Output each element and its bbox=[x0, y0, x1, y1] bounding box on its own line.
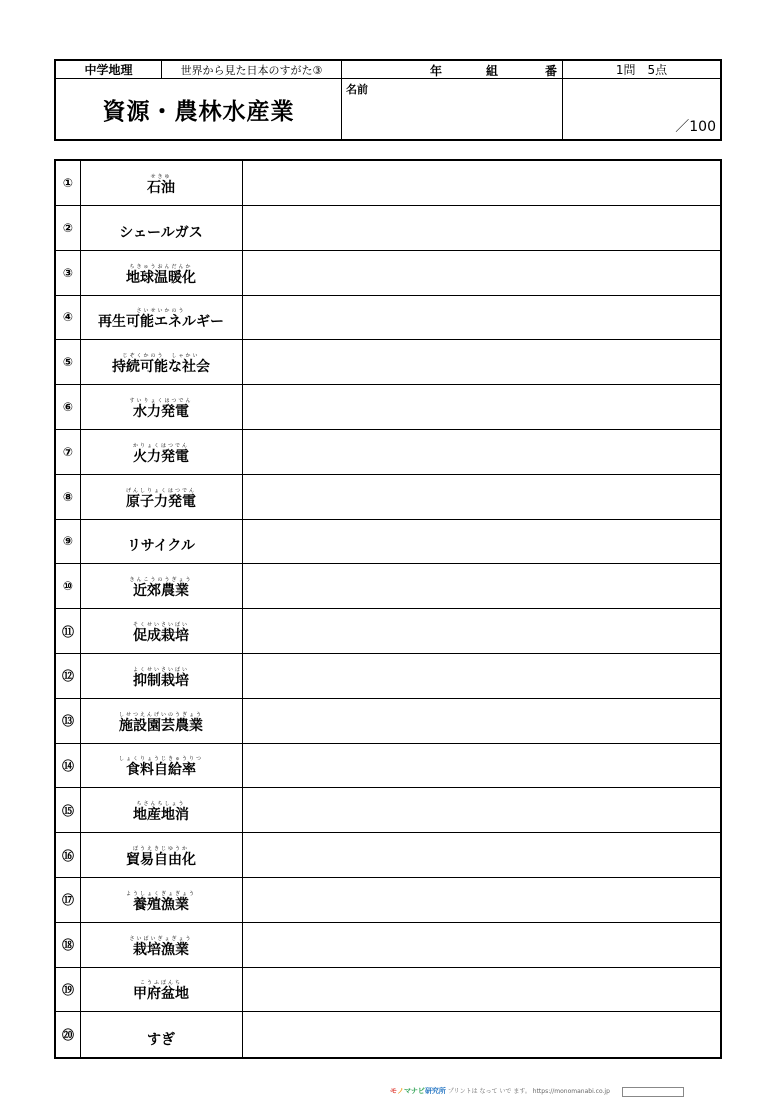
term-cell bbox=[80, 654, 243, 698]
answer-cell[interactable] bbox=[242, 295, 720, 339]
term-cell bbox=[80, 475, 243, 519]
table-row bbox=[56, 967, 720, 1012]
table-row bbox=[56, 385, 720, 430]
row-number: ⑮ bbox=[56, 788, 81, 832]
table-row bbox=[56, 295, 720, 340]
term-cell bbox=[80, 609, 243, 653]
row-number: ① bbox=[56, 161, 81, 205]
term-cell bbox=[80, 878, 243, 922]
term-word: 甲府盆地 bbox=[133, 986, 189, 1003]
answer-cell[interactable] bbox=[242, 206, 720, 250]
furigana: ちさんちしょう bbox=[136, 801, 186, 808]
row-number: ⑯ bbox=[56, 833, 81, 877]
term-cell bbox=[80, 206, 243, 250]
term-cell bbox=[80, 967, 243, 1011]
total-score-label: ／100 bbox=[675, 119, 716, 135]
score-info: 1問 5点 bbox=[563, 61, 720, 79]
furigana: じぞくかのう しゃかい bbox=[122, 353, 200, 360]
table-row bbox=[56, 1012, 720, 1057]
row-number: ② bbox=[56, 206, 81, 250]
table-row bbox=[56, 609, 720, 654]
answer-cell[interactable] bbox=[242, 475, 720, 519]
row-number: ⑭ bbox=[56, 743, 81, 787]
row-number: ⑦ bbox=[56, 430, 81, 474]
row-number: ⑳ bbox=[56, 1012, 81, 1057]
table-row bbox=[56, 699, 720, 744]
name-field[interactable] bbox=[342, 79, 563, 139]
row-number: ⑧ bbox=[56, 475, 81, 519]
grade-label: 年 bbox=[430, 64, 443, 78]
term-word: 再生可能エネルギー bbox=[98, 314, 224, 331]
table-row bbox=[56, 251, 720, 296]
term-cell bbox=[80, 519, 243, 563]
furigana: せきゆ bbox=[150, 174, 172, 180]
term-cell bbox=[80, 295, 243, 339]
furigana: きんこうのうぎょう bbox=[129, 577, 193, 584]
unit-label: 世界から見た日本のすがた③ bbox=[162, 61, 342, 79]
table-row bbox=[56, 475, 720, 520]
table-row bbox=[56, 833, 720, 878]
row-number: ⑪ bbox=[56, 609, 81, 653]
term-word: 抑制栽培 bbox=[133, 672, 189, 689]
term-cell bbox=[80, 923, 243, 967]
term-word: 促成栽培 bbox=[133, 628, 189, 644]
term-cell bbox=[80, 788, 243, 832]
answer-cell[interactable] bbox=[242, 743, 720, 787]
publisher-logo: モノマナビ研究所 bbox=[390, 1087, 446, 1095]
answer-cell[interactable] bbox=[242, 340, 720, 384]
furigana: ようしょくぎょぎょう bbox=[125, 890, 196, 897]
term-word: 地球温暖化 bbox=[126, 269, 196, 286]
row-number: ⑫ bbox=[56, 654, 81, 698]
answer-cell[interactable] bbox=[242, 788, 720, 832]
row-number: ⑩ bbox=[56, 564, 81, 608]
furigana: しせつえんげいのうぎょう bbox=[118, 711, 203, 718]
class-info bbox=[342, 61, 563, 79]
furigana: こうふぼんち bbox=[139, 980, 182, 987]
table-row bbox=[56, 878, 720, 923]
table-row bbox=[56, 340, 720, 385]
furigana: ちきゅうおんだんか bbox=[129, 263, 193, 270]
furigana: そくせいさいばい bbox=[132, 622, 189, 628]
vocab-table bbox=[54, 159, 722, 1059]
furigana: すいりょくはつでん bbox=[129, 398, 193, 404]
answer-cell[interactable] bbox=[242, 654, 720, 698]
worksheet-title: 資源・農林水産業 bbox=[56, 79, 342, 139]
term-cell bbox=[80, 833, 243, 877]
term-word: 食料自給率 bbox=[126, 762, 196, 779]
term-word: 水力発電 bbox=[133, 404, 189, 420]
class-label: 組 bbox=[486, 64, 499, 78]
term-cell bbox=[80, 564, 243, 608]
furigana: さいせいかのう bbox=[136, 308, 186, 315]
term-word: 地産地消 bbox=[133, 807, 189, 824]
term-word: 施設園芸農業 bbox=[119, 717, 203, 734]
answer-cell[interactable] bbox=[242, 699, 720, 743]
term-word: 養殖漁業 bbox=[133, 896, 189, 913]
row-number: ⑲ bbox=[56, 967, 81, 1011]
furigana: さいばいぎょぎょう bbox=[129, 935, 193, 942]
footer-text: プリントは なって いで ます。 https://monomanabi.co.jp bbox=[447, 1088, 610, 1095]
row-number: ⑥ bbox=[56, 385, 81, 429]
footer bbox=[390, 1086, 770, 1098]
term-word: 貿易自由化 bbox=[126, 852, 196, 868]
furigana: よくせいさいばい bbox=[132, 666, 189, 673]
term-cell bbox=[80, 1012, 243, 1057]
answer-cell[interactable] bbox=[242, 251, 720, 295]
term-word: 石油 bbox=[147, 180, 175, 196]
term-cell bbox=[80, 251, 243, 295]
term-cell bbox=[80, 385, 243, 429]
term-word: リサイクル bbox=[126, 538, 196, 555]
answer-cell[interactable] bbox=[242, 564, 720, 608]
term-word: シェールガス bbox=[119, 224, 203, 241]
worksheet-header bbox=[54, 59, 722, 141]
table-row bbox=[56, 206, 720, 251]
table-row bbox=[56, 161, 720, 206]
answer-cell[interactable] bbox=[242, 385, 720, 429]
answer-cell[interactable] bbox=[242, 923, 720, 967]
answer-cell[interactable] bbox=[242, 609, 720, 653]
table-row bbox=[56, 564, 720, 609]
term-word: 原子力発電 bbox=[126, 493, 196, 510]
term-word: すぎ bbox=[147, 1031, 175, 1048]
term-cell bbox=[80, 430, 243, 474]
row-number: ④ bbox=[56, 295, 81, 339]
answer-cell[interactable] bbox=[242, 967, 720, 1011]
row-number: ⑬ bbox=[56, 699, 81, 743]
answer-cell[interactable] bbox=[242, 833, 720, 877]
answer-cell[interactable] bbox=[242, 430, 720, 474]
furigana: しょくりょうじきゅうりつ bbox=[118, 756, 203, 763]
answer-cell[interactable] bbox=[242, 519, 720, 563]
name-label: 名前 bbox=[346, 83, 368, 96]
term-cell bbox=[80, 743, 243, 787]
table-row bbox=[56, 743, 720, 788]
row-number: ⑨ bbox=[56, 519, 81, 563]
table-row bbox=[56, 654, 720, 699]
table-row bbox=[56, 923, 720, 968]
footer-badge bbox=[622, 1087, 684, 1097]
score-field[interactable] bbox=[563, 79, 720, 139]
row-number: ⑰ bbox=[56, 878, 81, 922]
subject-label: 中学地理 bbox=[56, 61, 162, 79]
furigana: かりょくはつでん bbox=[132, 442, 189, 449]
table-row bbox=[56, 788, 720, 833]
term-word: 栽培漁業 bbox=[133, 941, 189, 958]
answer-cell[interactable] bbox=[242, 1012, 720, 1057]
term-cell bbox=[80, 699, 243, 743]
table-row bbox=[56, 519, 720, 564]
row-number: ③ bbox=[56, 251, 81, 295]
furigana: ぼうえきじゆうか bbox=[132, 846, 189, 852]
row-number: ⑤ bbox=[56, 340, 81, 384]
number-label: 番 bbox=[545, 64, 558, 78]
term-word: 持続可能な社会 bbox=[112, 359, 210, 376]
furigana: げんしりょくはつでん bbox=[125, 487, 196, 494]
term-word: 近郊農業 bbox=[133, 583, 189, 600]
row-number: ⑱ bbox=[56, 923, 81, 967]
answer-cell[interactable] bbox=[242, 878, 720, 922]
table-row bbox=[56, 430, 720, 475]
term-cell bbox=[80, 161, 243, 205]
term-word: 火力発電 bbox=[133, 448, 189, 465]
answer-cell[interactable] bbox=[242, 161, 720, 205]
term-cell bbox=[80, 340, 243, 384]
